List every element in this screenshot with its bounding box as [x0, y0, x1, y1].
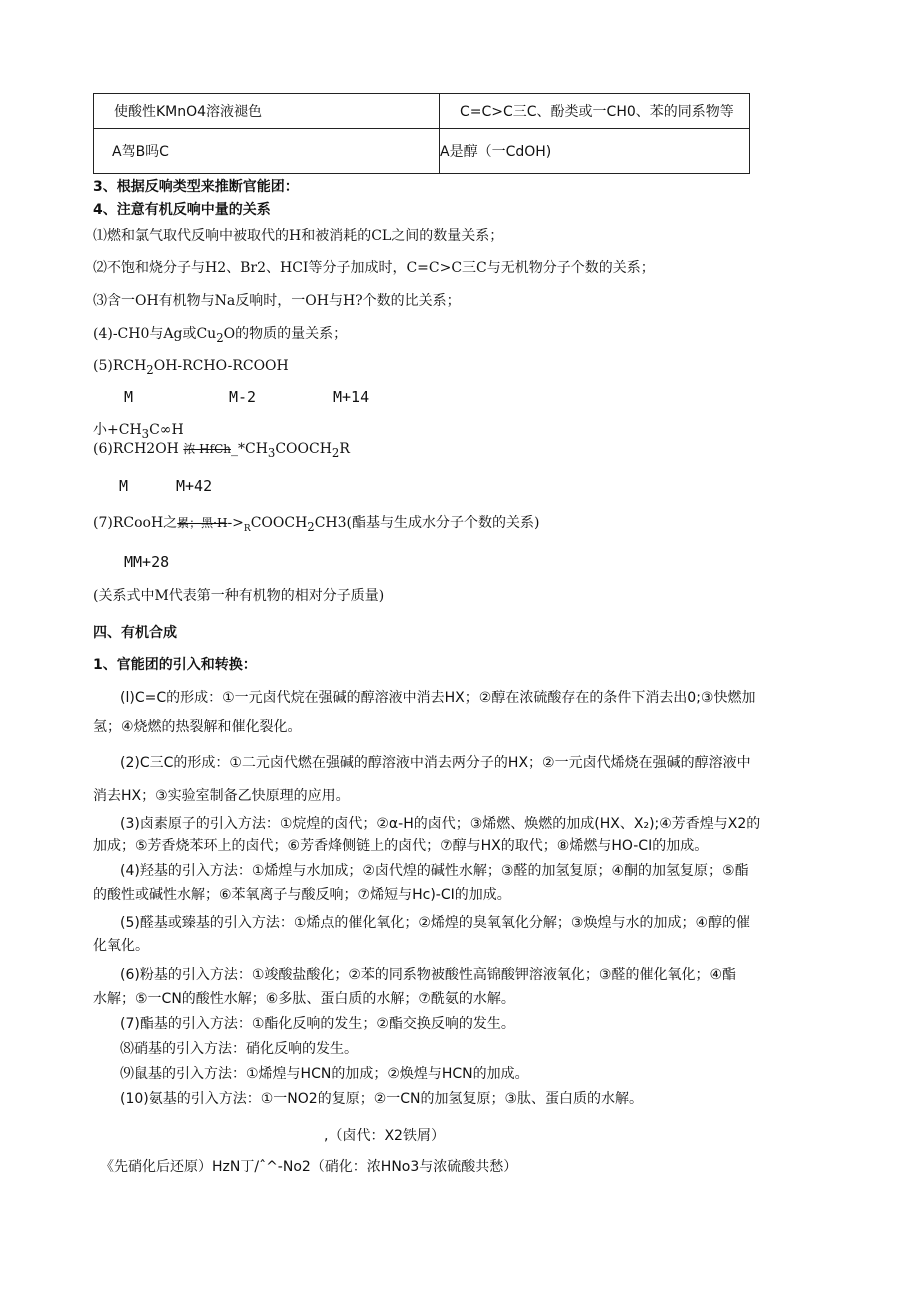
- relation-item-5: [93, 357, 289, 379]
- item7-text-2: ->: [227, 515, 244, 531]
- subheading-functional-groups: 1、官能团的引入和转换：: [93, 657, 257, 673]
- item7-sub-2: 2: [307, 519, 315, 534]
- relation-note: (关系式中M代表第一种有机物的相对分子质量): [93, 588, 385, 604]
- section-heading-3: 3、根据反响类型来推断官能团：: [93, 179, 299, 195]
- mass-label-mm-plus-28: MM+28: [124, 553, 170, 571]
- item6-sub-2: 2: [331, 445, 340, 460]
- note-text: 小+CH: [93, 422, 142, 438]
- item5-text: (5)RCH: [93, 358, 147, 374]
- item5-text-2: OH-RCHO-RCOOH: [153, 358, 289, 374]
- paragraph-1-line-1: (l)C=C的形成：①一元卤代烷在强碱的醇溶液中消去HX；②醇在浓硫酸存在的条件下消去出0;③快燃加: [120, 690, 756, 706]
- item6-strike: 浓 HfCh: [183, 442, 231, 456]
- paragraph-8: ⑻硝基的引入方法：硝化反响的发生。: [120, 1041, 358, 1057]
- table-cell: 使酸性KMnO4溶液褪色: [94, 94, 440, 129]
- item6-text-4: R: [339, 441, 350, 457]
- relation-item-7: [93, 514, 539, 538]
- mass-label-m-plus-42: M+42: [176, 477, 213, 495]
- paragraph-4-line-2: 的酸性或碱性水解；⑥苯氧离子与酸反响；⑦烯短与Hc)-CI的加成。: [93, 887, 511, 903]
- paragraph-3-line-2: 加成；⑤芳香烧苯环上的卤代；⑥芳香烽侧链上的卤代；⑦醇与HX的取代；⑧烯燃与HO-CI的加成。: [93, 838, 709, 854]
- item6-text-2: _*CH: [230, 441, 268, 457]
- item7-strike: 累；黑·H: [177, 516, 228, 530]
- paragraph-6-line-1: (6)粉基的引入方法：①竣酸盐酸化；②苯的同系物被酸性高锦酸钾溶液氧化；③醛的催化氧化；④酯: [120, 967, 737, 983]
- paragraph-5-line-2: 化氧化。: [93, 938, 149, 954]
- item7-sub-r: R: [243, 523, 251, 534]
- mass-label-m-plus-14: M+14: [333, 388, 370, 406]
- paragraph-2-line-2: 消去HX；③实验室制备乙快原理的应用。: [93, 788, 350, 804]
- paragraph-3-line-1: (3)卤素原子的引入方法：①烷煌的卤代；②α-H的卤代；③烯燃、焕燃的加成(HX、X₂);④芳香煌与X2的: [120, 816, 761, 832]
- bottom-annotation-2: 《先硝化后还原）HzN丁/ˆ^-No2（硝化：浓HNo3与浓硫酸共愁）: [100, 1159, 518, 1175]
- part-heading-organic-synthesis: 四、有机合成: [93, 625, 177, 641]
- item6-sub-1: 3: [267, 445, 276, 460]
- item7-text: (7)RCooH之: [93, 515, 178, 531]
- bottom-annotation-1: ,（卤代：X2铁屑）: [324, 1128, 445, 1144]
- relation-item-2: ⑵不饱和烧分子与H2、Br2、HCI等分子加成时，C=C>C三C与无机物分子个数的关系；: [93, 260, 655, 276]
- reaction-table: [93, 93, 750, 174]
- mass-label-m-minus-2: M-2: [229, 388, 257, 406]
- paragraph-7: (7)酯基的引入方法：①酯化反响的发生；②酯交换反响的发生。: [120, 1016, 515, 1032]
- paragraph-4-line-1: (4)羟基的引入方法：①烯煌与水加成；②卤代煌的碱性水解；③醛的加氢复原；④酮的加氢复原；⑤酯: [120, 863, 749, 879]
- table-cell: A驾B吗C: [94, 129, 440, 174]
- item4-text-2: O的物质的量关系；: [223, 326, 348, 342]
- table-cell: C=C>C三C、酚类或一CH0、苯的同系物等: [440, 94, 750, 129]
- relation-item-3: ⑶含一OH有机物与Na反响时，一OH与H?个数的比关系；: [93, 293, 461, 309]
- section-heading-4: 4、注意有机反响中量的关系: [93, 202, 271, 218]
- paragraph-10: (10)氨基的引入方法：①一NO2的复原；②一CN的加氢复原；③肽、蛋白质的水解。: [120, 1091, 644, 1107]
- mass-label-m-2: M: [119, 477, 129, 495]
- relation-item-1: ⑴燃和氯气取代反响中被取代的H和被消耗的CL之间的数量关系；: [93, 228, 504, 244]
- item6-text: (6)RCH2OH: [93, 441, 179, 457]
- relation-item-6: [93, 440, 350, 462]
- note-text-2: C∞H: [149, 422, 184, 438]
- mass-label-m: M: [124, 388, 134, 406]
- paragraph-6-line-2: 水解；⑤一CN的酸性水解；⑥多肽、蛋白质的水解；⑦酰氨的水解。: [93, 991, 515, 1007]
- item7-text-3: COOCH: [250, 515, 308, 531]
- paragraph-2-line-1: (2)C三C的形成：①二元卤代燃在强碱的醇溶液中消去两分子的HX；②一元卤代烯烧在强碱的醇溶液中: [120, 755, 751, 771]
- note-subscript: 3: [141, 426, 150, 441]
- item4-subscript: 2: [216, 330, 224, 345]
- table-row: [94, 94, 750, 129]
- relation-item-4: [93, 325, 347, 347]
- paragraph-5-line-1: (5)醛基或臻基的引入方法：①烯点的催化氧化；②烯煌的臭氧氧化分解；③焕煌与水的加成；④醇的催: [120, 915, 751, 931]
- paragraph-1-line-2: 氢；④烧燃的热裂解和催化裂化。: [93, 719, 302, 735]
- item7-text-4: CH3(酯基与生成水分子个数的关系): [314, 515, 540, 531]
- paragraph-9: ⑼鼠基的引入方法：①烯煌与HCN的加成；②焕煌与HCN的加成。: [120, 1066, 529, 1082]
- item4-text: (4)-CH0与Ag或Cu: [93, 326, 217, 342]
- table-row: [94, 129, 750, 174]
- item5-subscript: 2: [146, 362, 154, 377]
- item6-text-3: COOCH: [275, 441, 332, 457]
- table-cell: A是醇（一CdOH): [440, 129, 750, 174]
